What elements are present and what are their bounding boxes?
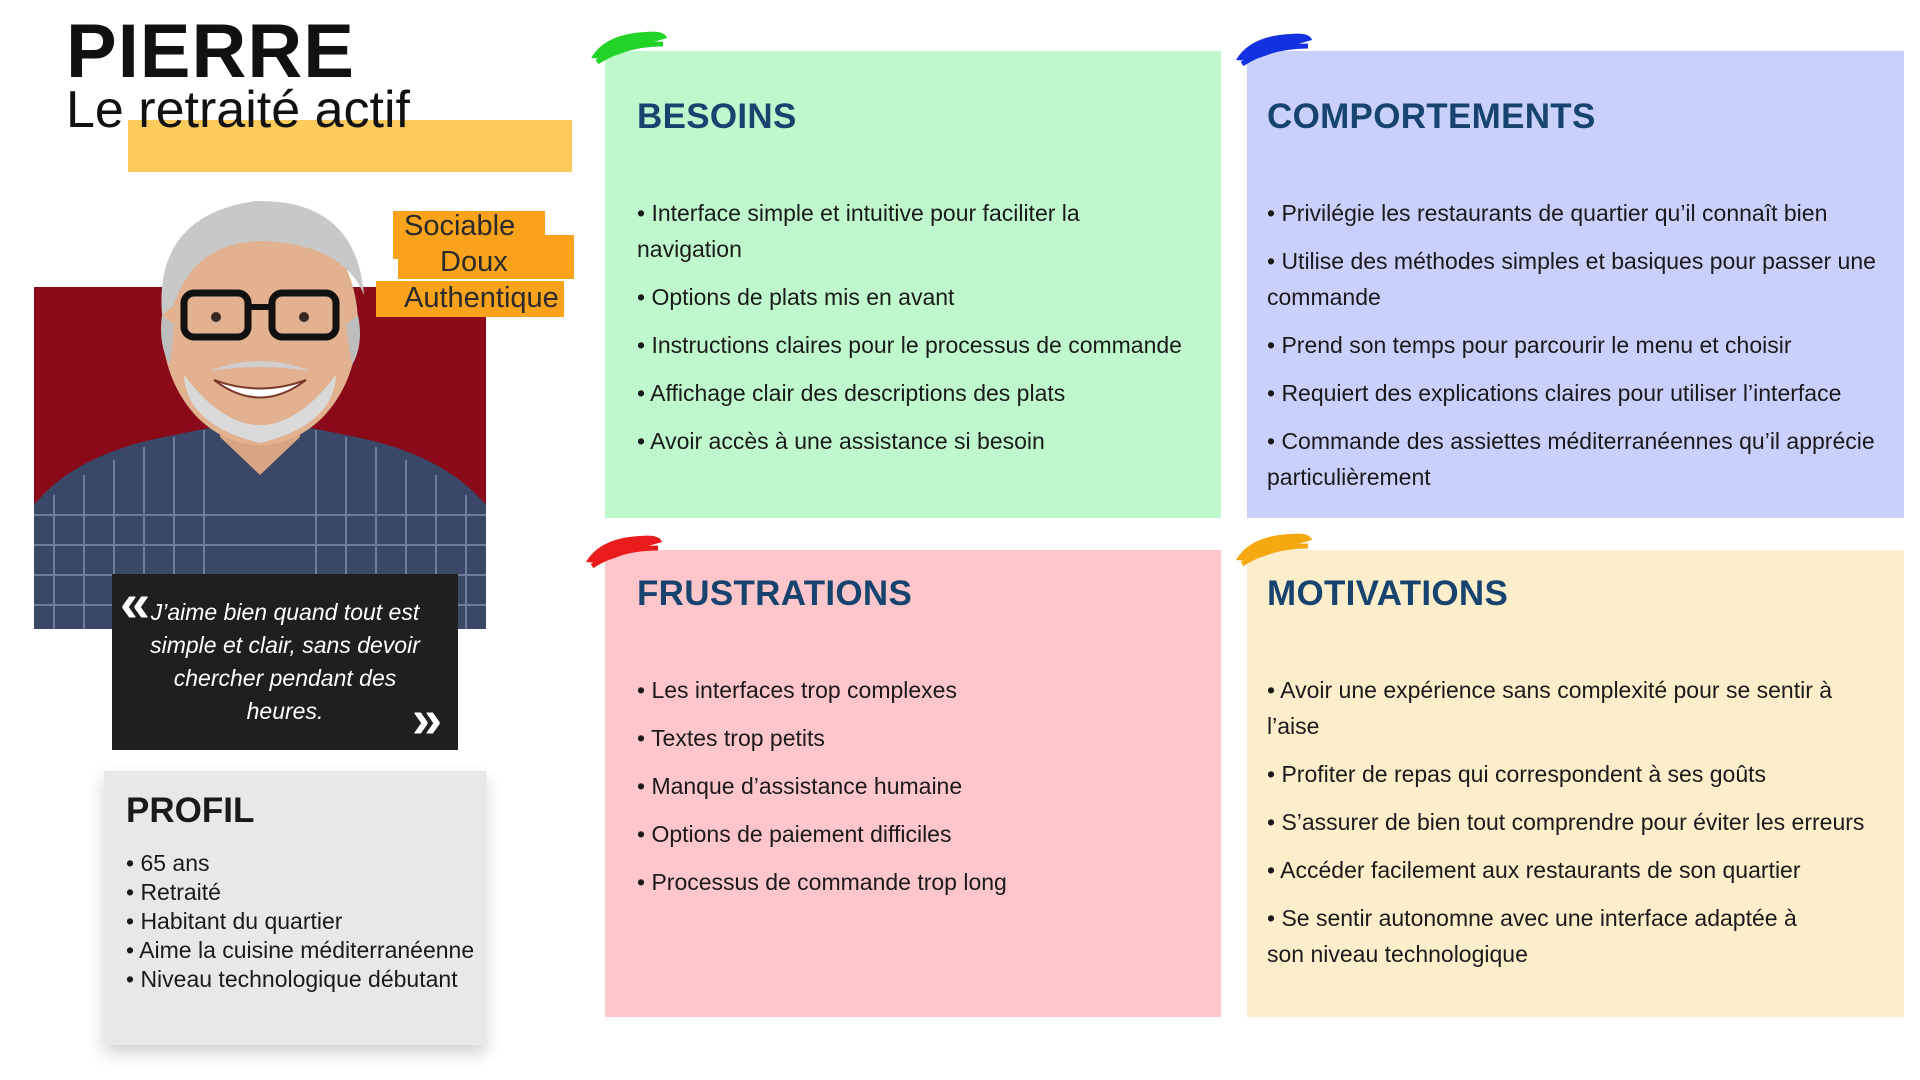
- frustrations-item: • Manque d’assistance humaine: [637, 773, 963, 799]
- frustrations-panel: [605, 550, 1221, 1017]
- motivations-list: [1267, 672, 1867, 984]
- motivations-item: • Accéder facilement aux restaurants de son quartier: [1267, 857, 1801, 883]
- besoins-title: BESOINS: [637, 97, 797, 136]
- besoins-item: • Options de plats mis en avant: [637, 284, 955, 310]
- besoins-item: • Instructions claires pour le processus de commande: [637, 332, 1182, 358]
- besoins-panel: [605, 51, 1221, 518]
- profil-item: • Retraité: [126, 879, 221, 905]
- motivations-item: • S’assurer de bien tout comprendre pour éviter les erreurs: [1267, 809, 1865, 835]
- motivations-item: • Avoir une expérience sans complexité pour se sentir à l’aise: [1267, 677, 1833, 739]
- profil-item: • Habitant du quartier: [126, 908, 343, 934]
- comportements-item: • Requiert des explications claires pour utiliser l’interface: [1267, 380, 1842, 406]
- besoins-item: • Interface simple et intuitive pour faciliter la navigation: [637, 200, 1080, 262]
- frustrations-item: • Textes trop petits: [637, 725, 825, 751]
- motivations-item: • Profiter de repas qui correspondent à ses goûts: [1267, 761, 1767, 787]
- besoins-item: • Affichage clair des descriptions des plats: [637, 380, 1066, 406]
- quote-text: J’aime bien quand tout est simple et clair, sans devoir chercher pendant des heures.: [150, 599, 420, 724]
- profil-card: [104, 771, 486, 1045]
- red-brush-icon: [580, 528, 666, 568]
- comportements-list: [1267, 195, 1897, 507]
- comportements-item: • Privilégie les restaurants de quartier qu’il connaît bien: [1267, 200, 1828, 226]
- comportements-title: COMPORTEMENTS: [1267, 97, 1596, 136]
- motivations-item: • Se sentir autonomne avec une interface adaptée à son niveau technologique: [1267, 905, 1797, 967]
- frustrations-item: • Options de paiement difficiles: [637, 821, 952, 847]
- frustrations-list: [637, 672, 1207, 912]
- besoins-list: [637, 195, 1207, 471]
- frustrations-item: • Processus de commande trop long: [637, 869, 1007, 895]
- profil-list: [126, 849, 474, 994]
- quote-box: [112, 574, 458, 750]
- trait-doux: Doux: [440, 246, 508, 278]
- motivations-title: MOTIVATIONS: [1267, 574, 1509, 613]
- persona-name: PIERRE: [66, 9, 355, 94]
- profil-item: • 65 ans: [126, 850, 210, 876]
- comportements-panel: [1247, 51, 1904, 518]
- comportements-item: • Utilise des méthodes simples et basiques pour passer une commande: [1267, 248, 1876, 310]
- frustrations-title: FRUSTRATIONS: [637, 574, 913, 613]
- frustrations-item: • Les interfaces trop complexes: [637, 677, 957, 703]
- profil-item: • Aime la cuisine méditerranéenne: [126, 937, 475, 963]
- motivations-panel: [1247, 550, 1904, 1017]
- comportements-item: • Commande des assiettes méditerranéennes qu’il apprécie particulièrement: [1267, 428, 1875, 490]
- trait-sociable: Sociable: [404, 210, 516, 242]
- persona-subtitle: Le retraité actif: [66, 81, 410, 139]
- open-quote-icon: «: [120, 573, 151, 633]
- profil-title: PROFIL: [126, 791, 255, 830]
- close-quote-icon: »: [412, 689, 443, 749]
- blue-brush-icon: [1230, 26, 1316, 66]
- profil-item: • Niveau technologique débutant: [126, 966, 458, 992]
- yellow-brush-icon: [1230, 526, 1316, 566]
- comportements-item: • Prend son temps pour parcourir le menu et choisir: [1267, 332, 1792, 358]
- besoins-item: • Avoir accès à une assistance si besoin: [637, 428, 1045, 454]
- trait-authentique: Authentique: [404, 282, 559, 314]
- green-brush-icon: [585, 24, 671, 64]
